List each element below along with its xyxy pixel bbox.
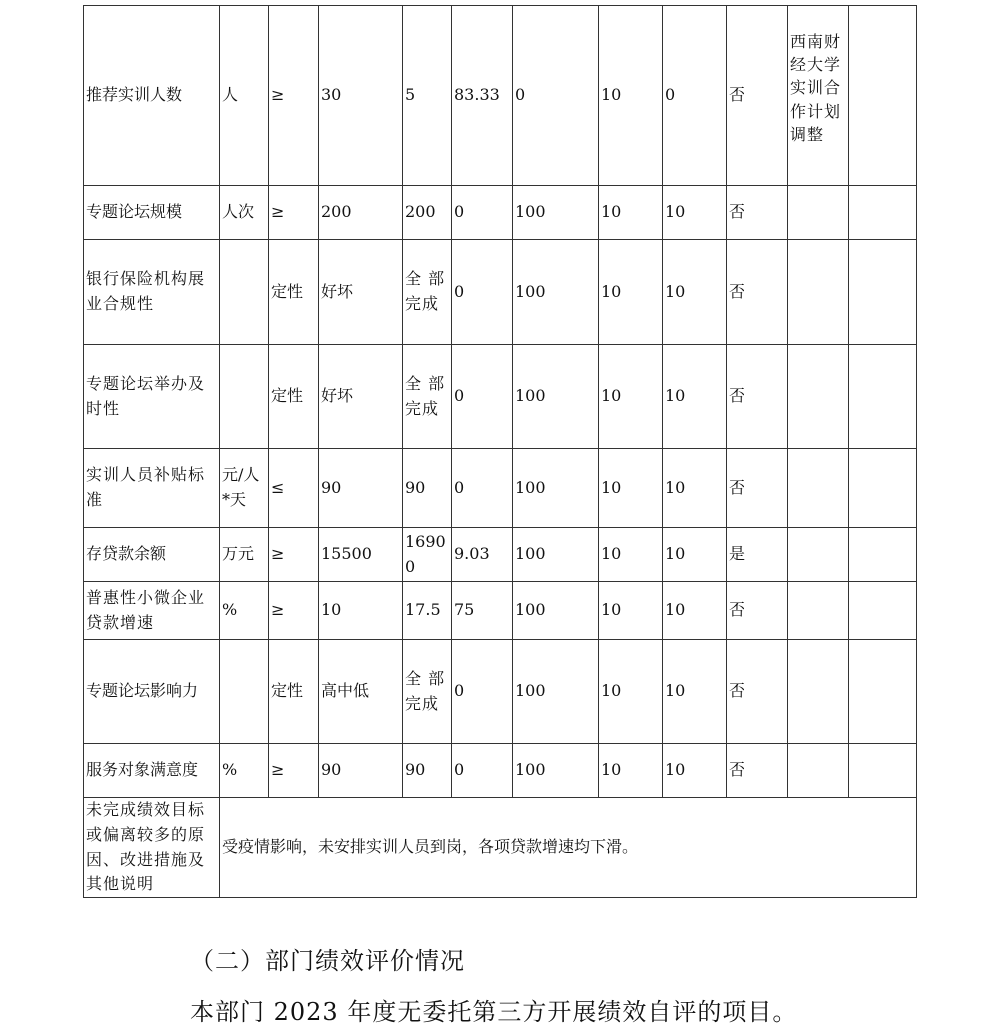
flag-cell: 否 <box>727 640 788 744</box>
unit-cell <box>220 345 269 449</box>
actual-cell: 200 <box>403 186 452 240</box>
weight-cell: 10 <box>599 449 663 528</box>
target-cell: 好坏 <box>319 240 403 345</box>
note-cell <box>788 582 849 640</box>
weight-cell: 10 <box>599 528 663 582</box>
target-cell: 10 <box>319 582 403 640</box>
note-cell <box>788 345 849 449</box>
table-row <box>84 528 917 582</box>
flag-cell: 否 <box>727 240 788 345</box>
indicator-cell: 存贷款余额 <box>84 528 220 582</box>
target-cell: 90 <box>319 744 403 798</box>
indicator-cell: 专题论坛举办及时性 <box>84 345 220 449</box>
score-cell: 10 <box>663 744 727 798</box>
unit-cell: 人次 <box>220 186 269 240</box>
table-row <box>84 6 917 186</box>
deviation-cell: 75 <box>452 582 513 640</box>
flag-cell: 否 <box>727 345 788 449</box>
score-cell: 10 <box>663 528 727 582</box>
indicator-cell: 专题论坛规模 <box>84 186 220 240</box>
target-cell: 好坏 <box>319 345 403 449</box>
indicator-cell: 服务对象满意度 <box>84 744 220 798</box>
operator-cell: 定性 <box>269 240 319 345</box>
operator-cell: ≤ <box>269 449 319 528</box>
unit-cell <box>220 640 269 744</box>
indicator-cell: 专题论坛影响力 <box>84 640 220 744</box>
blank-cell <box>849 528 917 582</box>
indicator-cell: 普惠性小微企业贷款增速 <box>84 582 220 640</box>
deviation-cell: 0 <box>452 744 513 798</box>
completion-cell: 0 <box>513 6 599 186</box>
unit-cell <box>220 240 269 345</box>
weight-cell: 10 <box>599 640 663 744</box>
weight-cell: 10 <box>599 345 663 449</box>
deviation-cell: 9.03 <box>452 528 513 582</box>
table-row <box>84 582 917 640</box>
actual-cell: 90 <box>403 744 452 798</box>
body-paragraph: 本部门 2023 年度无委托第三方开展绩效自评的项目。 <box>190 998 798 1026</box>
completion-cell: 100 <box>513 582 599 640</box>
flag-cell: 否 <box>727 6 788 186</box>
operator-cell: ≥ <box>269 582 319 640</box>
table-row <box>84 744 917 798</box>
actual-cell: 全 部完成 <box>403 345 452 449</box>
score-cell: 10 <box>663 186 727 240</box>
flag-cell: 否 <box>727 449 788 528</box>
blank-cell <box>849 6 917 186</box>
unit-cell: 人 <box>220 6 269 186</box>
blank-cell <box>849 240 917 345</box>
actual-cell: 90 <box>403 449 452 528</box>
deviation-cell: 0 <box>452 240 513 345</box>
flag-cell: 否 <box>727 582 788 640</box>
blank-cell <box>849 744 917 798</box>
flag-cell: 否 <box>727 744 788 798</box>
score-cell: 10 <box>663 449 727 528</box>
indicator-cell: 推荐实训人数 <box>84 6 220 186</box>
operator-cell: 定性 <box>269 345 319 449</box>
table-row <box>84 186 917 240</box>
note-cell <box>788 186 849 240</box>
completion-cell: 100 <box>513 186 599 240</box>
unit-cell: % <box>220 744 269 798</box>
operator-cell: ≥ <box>269 744 319 798</box>
score-cell: 10 <box>663 345 727 449</box>
weight-cell: 10 <box>599 186 663 240</box>
note-cell <box>788 744 849 798</box>
operator-cell: ≥ <box>269 528 319 582</box>
unit-cell: 万元 <box>220 528 269 582</box>
actual-cell: 5 <box>403 6 452 186</box>
score-cell: 0 <box>663 6 727 186</box>
score-cell: 10 <box>663 582 727 640</box>
flag-cell: 是 <box>727 528 788 582</box>
table-row <box>84 449 917 528</box>
deviation-cell: 0 <box>452 345 513 449</box>
note-cell: 西南财经大学实训合作计划调整 <box>788 6 849 186</box>
unit-cell: 元/人*天 <box>220 449 269 528</box>
weight-cell: 10 <box>599 582 663 640</box>
blank-cell <box>849 186 917 240</box>
performance-table <box>83 5 917 898</box>
completion-cell: 100 <box>513 449 599 528</box>
completion-cell: 100 <box>513 528 599 582</box>
completion-cell: 100 <box>513 240 599 345</box>
table-row <box>84 240 917 345</box>
deviation-cell: 0 <box>452 449 513 528</box>
note-cell <box>788 640 849 744</box>
weight-cell: 10 <box>599 6 663 186</box>
target-cell: 90 <box>319 449 403 528</box>
note-cell <box>788 449 849 528</box>
deviation-cell: 83.33 <box>452 6 513 186</box>
operator-cell: 定性 <box>269 640 319 744</box>
table-row <box>84 640 917 744</box>
operator-cell: ≥ <box>269 186 319 240</box>
deviation-cell: 0 <box>452 186 513 240</box>
note-cell <box>788 528 849 582</box>
weight-cell: 10 <box>599 744 663 798</box>
actual-cell: 全 部完成 <box>403 240 452 345</box>
section-heading: （二）部门绩效评价情况 <box>190 947 465 975</box>
target-cell: 30 <box>319 6 403 186</box>
flag-cell: 否 <box>727 186 788 240</box>
operator-cell: ≥ <box>269 6 319 186</box>
actual-cell: 全 部完成 <box>403 640 452 744</box>
completion-cell: 100 <box>513 744 599 798</box>
blank-cell <box>849 640 917 744</box>
target-cell: 200 <box>319 186 403 240</box>
blank-cell <box>849 582 917 640</box>
table-row <box>84 345 917 449</box>
actual-cell: 17.5 <box>403 582 452 640</box>
completion-cell: 100 <box>513 345 599 449</box>
deviation-cell: 0 <box>452 640 513 744</box>
score-cell: 10 <box>663 240 727 345</box>
unit-cell: % <box>220 582 269 640</box>
explanation-row <box>84 798 917 898</box>
indicator-cell: 实训人员补贴标准 <box>84 449 220 528</box>
score-cell: 10 <box>663 640 727 744</box>
explanation-label: 未完成绩效目标或偏离较多的原因、改进措施及其他说明 <box>84 798 220 898</box>
indicator-cell: 银行保险机构展业合规性 <box>84 240 220 345</box>
explanation-text: 受疫情影响，未安排实训人员到岗，各项贷款增速均下滑。 <box>220 798 917 898</box>
note-cell <box>788 240 849 345</box>
blank-cell <box>849 449 917 528</box>
completion-cell: 100 <box>513 640 599 744</box>
actual-cell: 16900 <box>403 528 452 582</box>
target-cell: 高中低 <box>319 640 403 744</box>
target-cell: 15500 <box>319 528 403 582</box>
blank-cell <box>849 345 917 449</box>
weight-cell: 10 <box>599 240 663 345</box>
